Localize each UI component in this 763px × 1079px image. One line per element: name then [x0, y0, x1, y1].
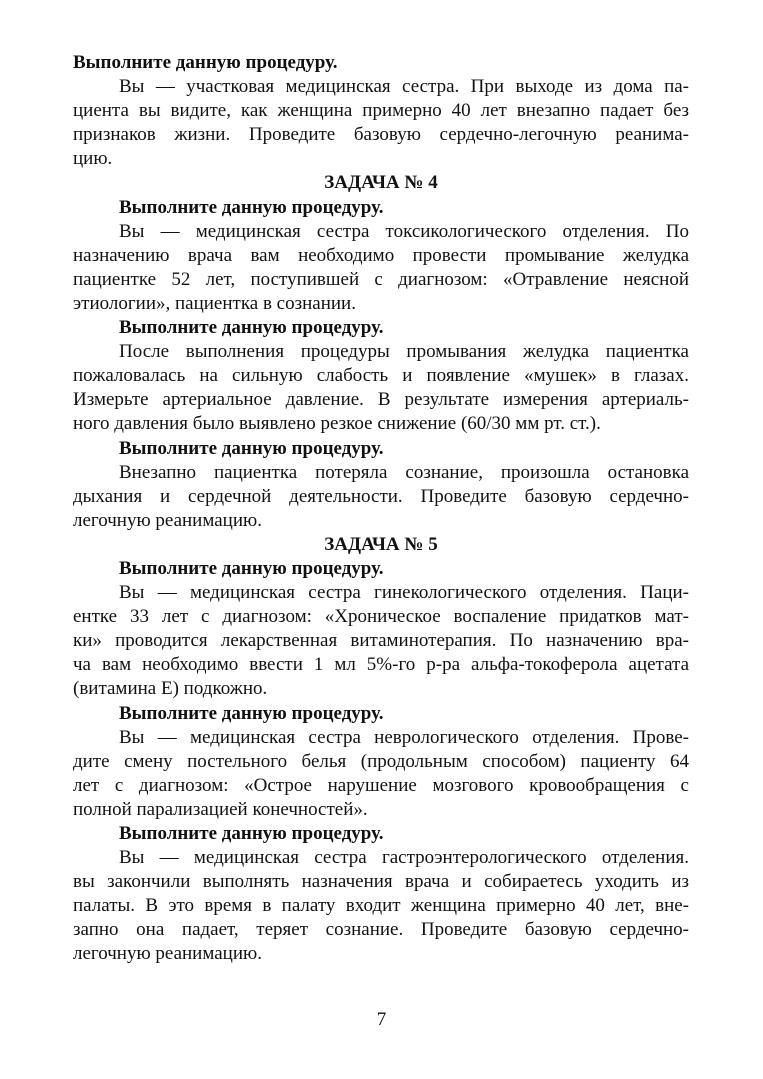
text-line: Вы — медицинская сестра гастроэнтерологического отделения. — [119, 847, 689, 869]
text-line: (витамина Е) подкожно. — [73, 678, 268, 700]
text-line: Измерьте артериальное давление. В результате измерения артериаль- — [73, 389, 689, 411]
text-line: дыхания и сердечной деятельности. Проведите базовую сердечно- — [73, 485, 689, 507]
task-4-heading: ЗАДАЧА № 4 — [324, 172, 438, 194]
text-line: дите смену постельного белья (продольным способом) пациенту 64 — [73, 750, 689, 772]
instruction-heading: Выполните данную процедуру. — [119, 437, 384, 459]
text-line: признаков жизни. Проведите базовую сердечно-легочную реанима- — [73, 124, 689, 146]
text-line: легочную реанимацию. — [73, 943, 262, 965]
text-line: полной парализацией конечностей». — [73, 798, 368, 820]
text-line: ного давления было выявлено резкое снижение (60/30 мм рт. ст.). — [73, 413, 601, 435]
task-5-heading: ЗАДАЧА № 5 — [324, 533, 438, 555]
instruction-heading: Выполните данную процедуру. — [73, 52, 338, 73]
text-line: этиологии», пациентка в сознании. — [73, 292, 356, 314]
text-line: пациентке 52 лет, поступившей с диагнозом: «Отравление неясной — [73, 268, 689, 290]
text-line: Вы — медицинская сестра токсикологического отделения. По — [119, 220, 689, 242]
text-line: лет с диагнозом: «Острое нарушение мозгового кровообращения с — [73, 774, 689, 796]
text-line: пожаловалась на сильную слабость и появление «мушек» в глазах. — [73, 365, 689, 387]
text-line: Вы — участковая медицинская сестра. При выходе из дома па- — [119, 76, 689, 98]
instruction-heading: Выполните данную процедуру. — [119, 196, 384, 218]
text-line: запно она падает, теряет сознание. Проведите базовую сердечно- — [73, 919, 689, 941]
instruction-heading: Выполните данную процедуру. — [119, 557, 384, 579]
text-line: ентке 33 лет с диагнозом: «Хроническое воспаление придатков мат- — [73, 606, 689, 628]
text-line: цию. — [73, 148, 113, 170]
text-line: вы закончили выполнять назначения врача и собираетесь уходить из — [73, 871, 689, 893]
text-line: Вы — медицинская сестра неврологического отделения. Прове- — [119, 726, 689, 748]
text-line: циента вы видите, как женщина примерно 40 лет внезапно падает без — [73, 100, 689, 122]
page-number: 7 — [376, 1009, 387, 1030]
text-line: После выполнения процедуры промывания желудка пациентка — [119, 341, 689, 363]
text-line: ки» проводится лекарственная витаминотерапия. По назначению вра- — [73, 630, 689, 652]
text-line: палаты. В это время в палату входит женщина примерно 40 лет, вне- — [73, 895, 689, 917]
text-line: Вы — медицинская сестра гинекологического отделения. Паци- — [119, 582, 689, 604]
text-line: назначению врача вам необходимо провести промывание желудка — [73, 244, 689, 266]
text-line: Внезапно пациентка потеряла сознание, произошла остановка — [119, 461, 689, 483]
document-body — [73, 51, 689, 967]
text-line: легочную реанимацию. — [73, 509, 262, 531]
instruction-heading: Выполните данную процедуру. — [119, 317, 384, 339]
text-line: ча вам необходимо ввести 1 мл 5%-го р-ра альфа-токоферола ацетата — [73, 654, 689, 676]
instruction-heading: Выполните данную процедуру. — [119, 823, 384, 844]
instruction-heading: Выполните данную процедуру. — [119, 702, 384, 724]
